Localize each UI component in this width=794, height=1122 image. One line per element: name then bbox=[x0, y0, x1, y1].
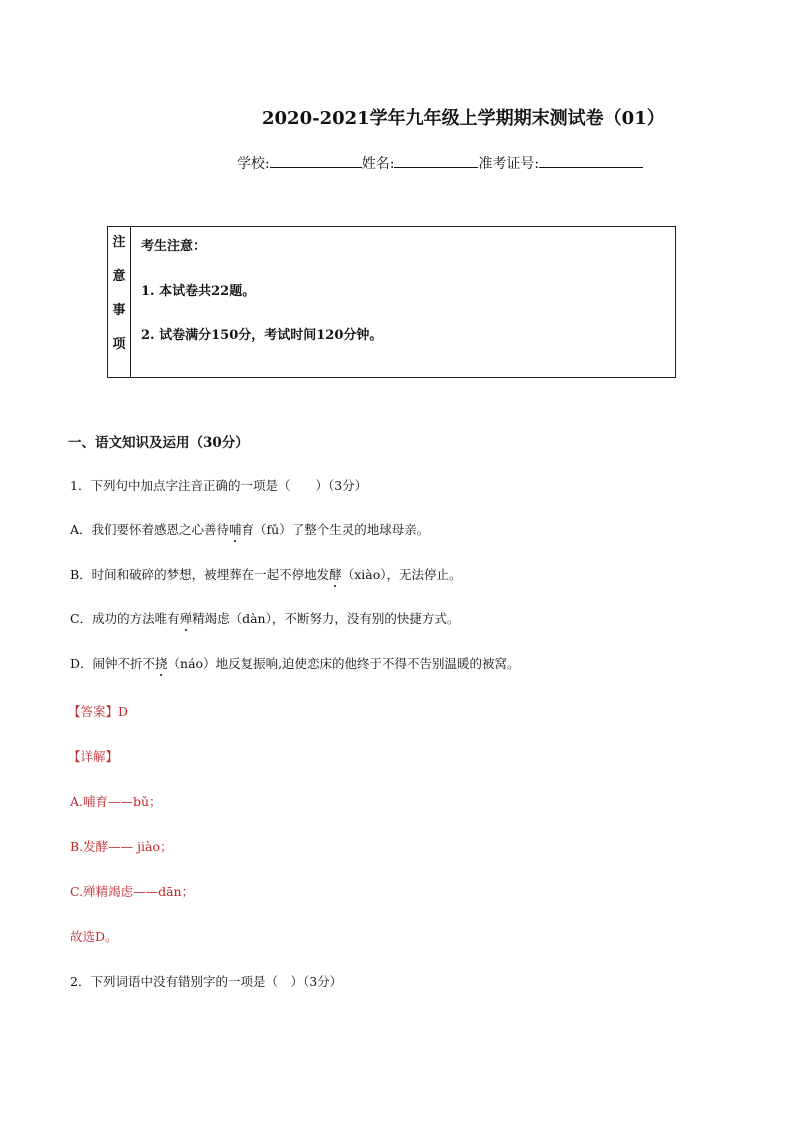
answer-value: D bbox=[118, 704, 129, 719]
option-text: （náo）地反复振响,迫使恋床的他终于不得不告别温暖的被窝。 bbox=[167, 656, 520, 671]
explain-line: 故选D。 bbox=[70, 929, 118, 944]
option-text: D．闹钟不折不 bbox=[70, 656, 156, 671]
option-text: 育（fǔ）了整个生灵的地球母亲。 bbox=[241, 522, 430, 537]
option-a bbox=[70, 520, 429, 538]
notice-side-char: 事 bbox=[112, 303, 126, 318]
notice-side-char: 项 bbox=[112, 337, 126, 352]
notice-box bbox=[107, 226, 676, 378]
student-info-line bbox=[237, 153, 643, 173]
school-label: 学校: bbox=[237, 156, 270, 172]
option-c bbox=[70, 609, 459, 627]
dotted-char: 酵 bbox=[329, 567, 342, 582]
notice-side-char: 注 bbox=[112, 235, 126, 250]
explain-line: B.发酵—— jiào； bbox=[70, 839, 173, 854]
dotted-char: 殚 bbox=[179, 611, 193, 626]
exam-id-field[interactable] bbox=[539, 153, 643, 168]
option-text: （xiào），无法停止。 bbox=[341, 567, 462, 582]
explain-label: 【详解】 bbox=[68, 749, 119, 764]
option-text: A．我们要怀着感恩之心善待 bbox=[70, 522, 230, 537]
notice-side-label bbox=[108, 227, 131, 377]
dotted-char: 挠 bbox=[155, 656, 168, 671]
answer-line bbox=[68, 702, 128, 720]
answer-label: 【答案】 bbox=[68, 704, 119, 719]
notice-item: 2. 试卷满分150分，考试时间120分钟。 bbox=[141, 328, 383, 343]
question-2-stem: 2．下列词语中没有错别字的一项是（ ）（3分） bbox=[70, 974, 343, 989]
page-title: 2020-2021学年九年级上学期期末测试卷（01） bbox=[262, 108, 665, 129]
dotted-char: 哺 bbox=[229, 522, 242, 537]
explain-line: A.哺育——bǔ； bbox=[70, 794, 162, 809]
option-b bbox=[70, 565, 461, 583]
option-text: B．时间和破碎的梦想，被埋葬在一起不停地发 bbox=[70, 567, 330, 582]
school-field[interactable] bbox=[270, 153, 362, 168]
section-heading: 一、语文知识及运用（30分） bbox=[68, 435, 249, 451]
name-field[interactable] bbox=[394, 153, 478, 168]
notice-side-char: 意 bbox=[112, 269, 126, 284]
notice-heading: 考生注意： bbox=[141, 239, 207, 254]
explain-line: C.殚精竭虑——dān； bbox=[70, 884, 195, 899]
notice-item: 1. 本试卷共22题。 bbox=[141, 284, 256, 299]
option-d bbox=[70, 654, 520, 672]
option-text: C．成功的方法唯有 bbox=[70, 611, 180, 626]
name-label: 姓名: bbox=[361, 156, 395, 172]
exam-id-label: 准考证号: bbox=[478, 156, 540, 172]
question-1-stem: 1．下列句中加点字注音正确的一项是（ ）（3分） bbox=[70, 478, 368, 493]
option-text: 精竭虑（dàn），不断努力，没有别的快捷方式。 bbox=[192, 611, 460, 626]
